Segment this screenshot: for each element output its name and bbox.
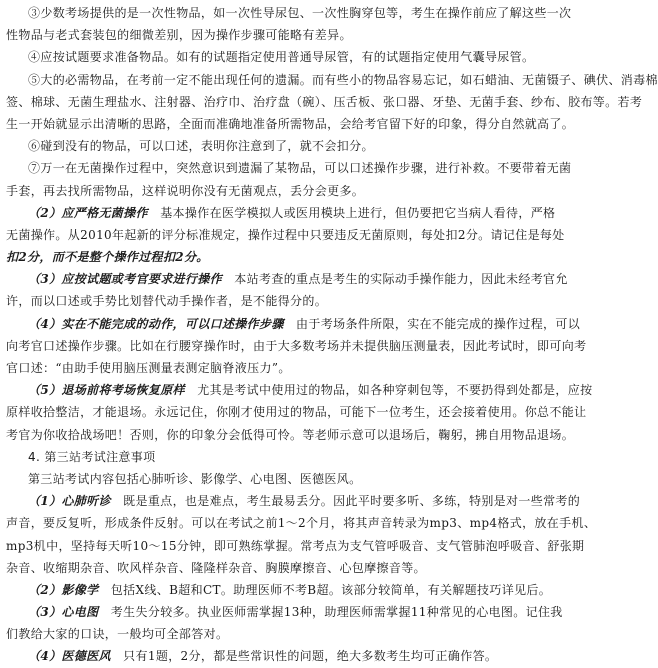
text-line: 声音，要反复听，形成条件反射。可以在考试之前1～2个月，将其声音转录为mp3、mp4格式，放在手机、 xyxy=(6,516,597,531)
section-heading: （4）实在不能完成的动作，可以口述操作步骤 xyxy=(28,316,284,331)
text-line: （4）实在不能完成的动作，可以口述操作步骤 由于考场条件所限，实在不能完成的操作过程，可以 xyxy=(28,316,581,331)
section-heading: （4）医德医风 xyxy=(28,649,111,664)
text-line: 向考官口述操作步骤。比如在行腰穿操作时，由于大多数考场并未提供脑压测量表，因此考试时，即可向考 xyxy=(6,338,587,353)
text-line: ⑥碰到没有的物品，可以口述，表明你注意到了，就不会扣分。 xyxy=(28,139,374,154)
text-line: 无菌操作。从2010年起新的评分标准规定，操作过程中只要违反无菌原则，每处扣2分。请记住是每处 xyxy=(6,227,565,242)
section-heading: （5）退场前将考场恢复原样 xyxy=(28,383,185,398)
text-line: ⑦万一在无菌操作过程中，突然意识到遗漏了某物品，可以口述操作步骤，进行补救。不要带着无菌 xyxy=(28,161,572,176)
text-line: 原样收拾整洁，才能退场。永远记住，你刚才使用过的物品，可能下一位考生，还会接着使用。你总不能让 xyxy=(6,405,587,420)
section-heading: （3）心电图 xyxy=(28,605,99,620)
section-heading: （3）应按试题或考官要求进行操作 xyxy=(28,272,222,287)
text-line: 许，而以口述或手势比划替代动手操作者，是不能得分的。 xyxy=(6,294,328,309)
text-line: （4）医德医风 只有1题，2分，都是些常识性的问题，绝大多数考生均可正确作答。 xyxy=(28,649,498,664)
text-line: 性物品与老式套装包的细微差别，因为操作步骤可能略有差异。 xyxy=(6,28,352,43)
text-line: （1）心肺听诊 既是重点，也是难点，考生最易丢分。因此平时要多听、多练，特别是对一些常考的 xyxy=(28,494,581,509)
text-line: ④应按试题要求准备物品。如有的试题指定使用普通导尿管，有的试题指定使用气囊导尿管。 xyxy=(28,50,535,65)
text-line: mp3机中，坚持每天听10～15分钟，即可熟练掌握。常考点为支气管呼吸音、支气管肺泡呼吸音、舒张期 xyxy=(6,538,585,553)
text-line: （5）退场前将考场恢复原样 尤其是考试中使用过的物品，如各种穿刺包等，不要扔得到处都是，应按 xyxy=(28,383,593,398)
text-line: （3）心电图 考生失分较多。执业医师需掌握13种，助理医师需掌握11种常见的心电图。记住我 xyxy=(28,605,563,620)
text-line: 杂音、收缩期杂音、吹风样杂音、隆隆样杂音、胸膜摩擦音、心包摩擦音等。 xyxy=(6,560,426,575)
section-heading: （1）心肺听诊 xyxy=(28,494,111,509)
text-line: 签、棉球、无菌生理盐水、注射器、治疗巾、治疗盘（碗）、压舌板、张口器、牙垫、无菌手套、纱布、胶布等。若考 xyxy=(6,94,643,109)
section-heading: （2）应严格无菌操作 xyxy=(28,205,148,220)
section-heading: （2）影像学 xyxy=(28,582,99,597)
text-line: ⑤大的必需物品，在考前一定不能出现任何的遗漏。而有些小的物品容易忘记，如石蜡油、无菌镊子、碘伏、消毒棉 xyxy=(28,72,658,87)
text-line: 手套，再去找所需物品，这样说明你没有无菌观点，丢分会更多。 xyxy=(6,183,365,198)
text-line: 扣2分，而不是整个操作过程扣2分。 xyxy=(6,250,209,265)
text-line: （3）应按试题或考官要求进行操作 本站考查的重点是考生的实际动手操作能力，因此未经考官允 xyxy=(28,272,568,287)
text-line: 第三站考试内容包括心肺听诊、影像学、心电图、医德医风。 xyxy=(28,471,362,486)
text-line: 生一开始就显示出清晰的思路，全面而准确地准备所需物品，会给考官留下好的印象，得分自然就高了。 xyxy=(6,116,575,131)
text-line: ③少数考场提供的是一次性物品，如一次性导尿包、一次性胸穿包等，考生在操作前应了解这些一次 xyxy=(28,6,572,20)
text-line: （2）应严格无菌操作 基本操作在医学模拟人或医用模块上进行，但仍要把它当病人看待，严格 xyxy=(28,205,556,220)
text-line: 官口述：“由助手使用脑压测量表测定脑脊液压力”。 xyxy=(6,361,291,375)
text-line: （2）影像学 包括X线、B超和CT。助理医师不考B超。该部分较简单，有关解题技巧详见后。 xyxy=(28,582,552,597)
text-line: 们教给大家的口诀，一般均可全部答对。 xyxy=(6,627,229,642)
text-line: 考官为你收拾战场吧！否则，你的印象分会低得可怜。等老师示意可以退场后，鞠躬，拂自用物品退场。 xyxy=(6,427,575,442)
subsection-title: 4. 第三站考试注意事项 xyxy=(28,449,156,464)
